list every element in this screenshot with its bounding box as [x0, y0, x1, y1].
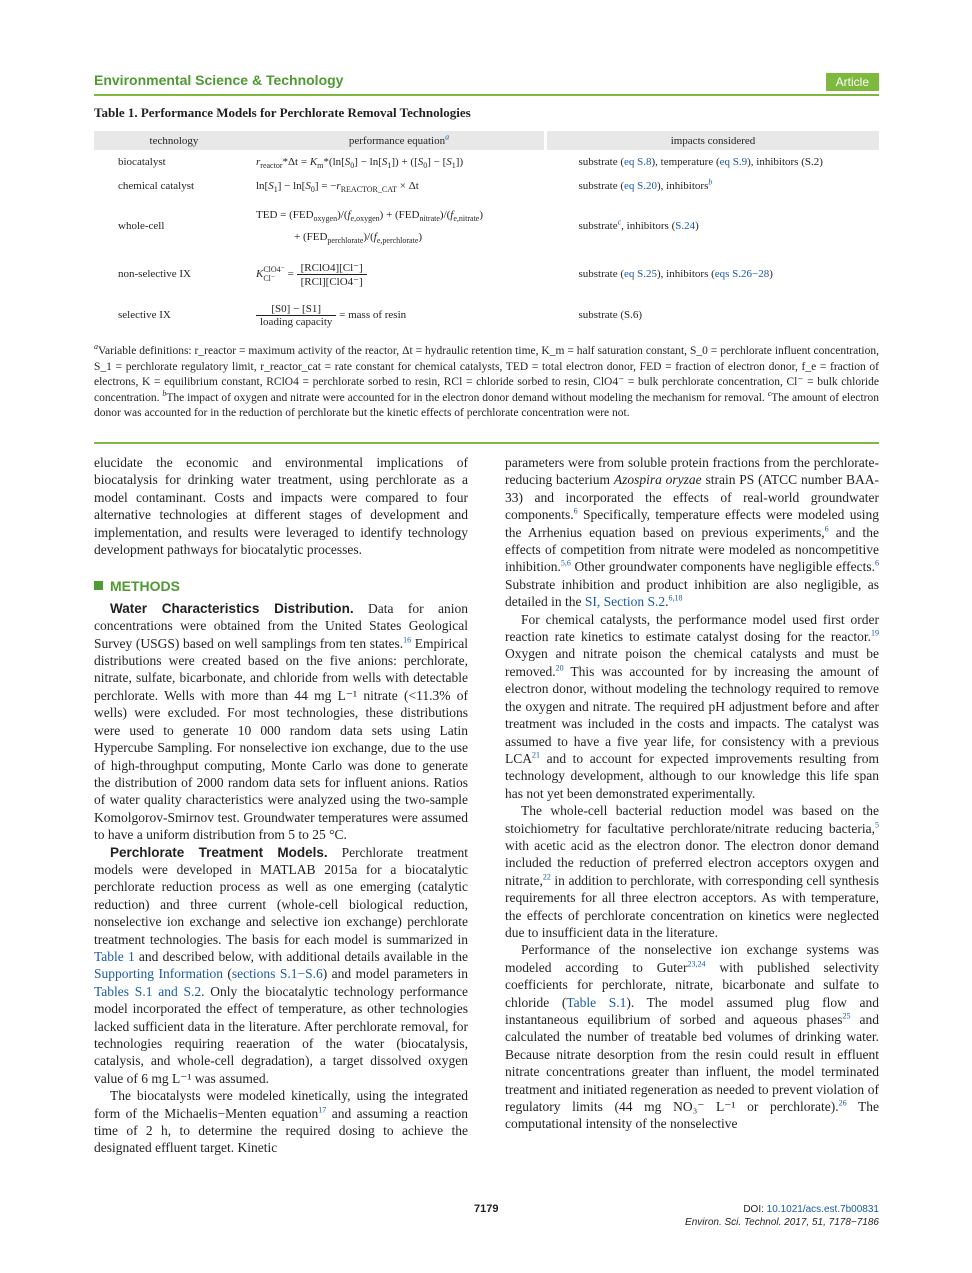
- eq-var: f: [347, 209, 351, 221]
- reference-link[interactable]: 23,24: [687, 959, 706, 969]
- species-name: Azospira oryzae: [613, 472, 702, 488]
- subsection-heading: Perchlorate Treatment Models.: [110, 844, 328, 860]
- impact-text: ), inhibitors (: [657, 268, 715, 280]
- eq-sub: reactor: [260, 161, 283, 171]
- eq-s25-link[interactable]: eq S.25: [624, 268, 658, 280]
- eq-text: ): [479, 209, 484, 221]
- eq-text: )/(: [363, 231, 374, 243]
- reference-link[interactable]: 20: [555, 663, 564, 673]
- paragraph-text: (: [222, 966, 232, 982]
- s24-link[interactable]: S.24: [675, 220, 696, 232]
- sections-link[interactable]: sections S.1−S.6: [231, 966, 323, 982]
- doi-link[interactable]: 10.1021/acs.est.7b00831: [766, 1204, 879, 1215]
- eq-var: S: [305, 180, 311, 192]
- impact-text: ): [695, 220, 699, 232]
- footnote-c-mark: c: [767, 388, 772, 398]
- eq-sub: e,oxygen: [350, 214, 380, 224]
- left-column: [94, 454, 468, 1157]
- cell-impacts: [546, 198, 880, 254]
- methods-heading: [94, 578, 468, 595]
- eq-text: ) + (FED: [379, 209, 420, 221]
- cell-impacts: [546, 174, 880, 198]
- reference-link[interactable]: 5: [875, 820, 879, 830]
- eq-text: =: [284, 267, 297, 280]
- footnote-b-mark: b: [162, 388, 167, 398]
- paragraph-text: ) and model parameters in: [322, 966, 468, 982]
- cell-equation: [254, 294, 546, 336]
- doi-citation: [685, 1203, 879, 1229]
- eq-var: S: [344, 156, 351, 168]
- eq-text: *(ln[: [323, 156, 345, 168]
- reference-link[interactable]: 5,6: [560, 558, 571, 568]
- ion-exchange-paragraph: [505, 941, 879, 1132]
- table-row: [94, 150, 879, 174]
- paragraph-text: and the effects of competition from nitrate were modeled as noncompetitive inhibition.: [505, 524, 879, 575]
- table-row: [94, 174, 879, 198]
- cell-technology: chemical catalyst: [118, 180, 195, 192]
- column-header-equation-label: performance equation: [348, 134, 446, 147]
- eq-text: *Δt =: [282, 156, 310, 168]
- table-1-link[interactable]: Table 1: [94, 948, 135, 964]
- eq-text: × Δt: [397, 180, 419, 192]
- paragraph-text: Performance of the nonselective ion exchange systems was modeled according to Guter: [505, 942, 879, 975]
- reference-link[interactable]: 6: [875, 558, 879, 568]
- eq-text: = mass of resin: [336, 308, 407, 321]
- footnote-a-link[interactable]: a: [445, 131, 450, 141]
- paragraph-text: Empirical distributions were created based on the five anions: perchlorate, nitrate, sulfate, bicarbonate, and chloride from wells with detectable perchlorate. Wells with more than 44 mg L⁻¹ nitrate (<11.3% of wells) were excluded. For most technologies, these distributions were used to generate 10 000 random data sets using Latin Hypercube Sampling. For nonselective ion exchange, due to the use of high-throughput computing, Monte Carlo was done to generate the distribution of 2000 random data sets for influent anions. Ratios of water quality characteristics were analyzed using the two-sample Komolgorov-Smirnov test. Groundwater temperatures were assumed to have a uniform distribution from 5 to 25 °C.: [94, 635, 468, 843]
- paragraph-text: .: [665, 594, 669, 610]
- eq-var: f: [373, 231, 377, 243]
- reference-link[interactable]: 22: [542, 872, 551, 882]
- paragraph-text: This was accounted for by increasing the amount of electron donor, without modeling the technology required to remove the oxygen and nitrate. The required pH adjustment before and after treatment was included in the costs and impacts. The catalyst was assumed to have a five year life, for consistency with a previous LCA: [505, 663, 879, 766]
- impact-text: ), temperature (: [651, 156, 720, 168]
- eq-sub: 0: [350, 161, 355, 171]
- cell-equation: [254, 254, 546, 294]
- column-header-impacts: impacts considered: [546, 131, 880, 150]
- cell-impacts: [546, 254, 880, 294]
- footnote-b-link[interactable]: b: [708, 177, 713, 187]
- impact-text: substrate (: [578, 268, 625, 280]
- eq-text: )/(: [337, 209, 348, 221]
- paragraph-text: The computational intensity of the nonselective: [505, 1099, 880, 1132]
- table-row: [94, 198, 879, 254]
- eq-sub: oxygen: [313, 214, 338, 224]
- reference-link[interactable]: 16: [403, 635, 412, 645]
- methods-heading-text: METHODS: [110, 578, 180, 595]
- reference-link[interactable]: 19: [871, 628, 879, 638]
- eq-numerator: [S0] − [S1]: [256, 303, 336, 316]
- paragraph-text: strain PS (ATCC number BAA-33) and incorporated the effects of real-world groundwater components.: [505, 472, 880, 523]
- eq-denominator: [RCl][ClO4⁻]: [300, 275, 363, 288]
- eq-var: S: [417, 156, 424, 168]
- eq-text: ] = −: [314, 180, 337, 192]
- footnote-a-mark: a: [94, 342, 98, 352]
- eq-s8-link[interactable]: eq S.8: [624, 156, 652, 168]
- paragraph-text: parameters were from soluble protein fractions from the perchlorate-reducing bacterium: [505, 455, 879, 488]
- eq-sub: 1: [451, 161, 456, 171]
- page-number: 7179: [474, 1203, 499, 1215]
- eq-sub: perchlorate: [327, 236, 364, 246]
- paragraph-text: ). The model assumed plug flow and instantaneous equilibrium of sorbed and aqueous phases: [505, 994, 879, 1027]
- cell-impacts: substrate (S.6): [578, 309, 643, 321]
- eq-var: K: [309, 156, 318, 168]
- eq-var: S: [446, 156, 452, 168]
- column-header-technology: technology: [94, 131, 254, 150]
- table-title: Table 1. Performance Models for Perchlorate Removal Technologies: [94, 105, 471, 120]
- eq-text: ] − [: [427, 156, 447, 168]
- eq-denominator: loading capacity: [260, 315, 333, 328]
- eq-numerator: [RClO4][Cl⁻]: [297, 261, 367, 275]
- section-square-icon: [94, 581, 103, 590]
- eq-text: ): [418, 231, 423, 243]
- reference-link[interactable]: 26: [838, 1098, 847, 1108]
- reference-link[interactable]: 6: [824, 524, 829, 534]
- reference-link[interactable]: 25: [842, 1011, 851, 1021]
- subsection-heading: Water Characteristics Distribution.: [110, 600, 354, 616]
- eq-line-1: [256, 209, 546, 224]
- impact-text: substrate: [578, 220, 618, 232]
- column-header-equation: [254, 131, 546, 150]
- paragraph-text: and to account for expected improvements resulting from technology development, although to our knowledge this life span has not yet been demonstrated experimentally.: [505, 750, 879, 801]
- supporting-info-link[interactable]: Supporting Information: [94, 966, 223, 982]
- eq-k-indices: [263, 265, 285, 283]
- paragraph-text: in addition to perchlorate, with corresponding cell synthesis requirements for all three electron acceptors. As with temperature, the effects of perchlorate concentration on kinetics were neglected due to insufficient data in the literature.: [505, 872, 879, 940]
- eq-line-2: [256, 231, 546, 246]
- table-s1-link[interactable]: Table S.1: [566, 994, 627, 1010]
- reference-link[interactable]: 6: [573, 506, 578, 516]
- eq-sup: ClO4⁻: [263, 265, 285, 274]
- journal-name[interactable]: Environmental Science & Technology: [94, 72, 344, 88]
- eq-sub: e,nitrate: [453, 214, 480, 224]
- article-type-badge: Article: [826, 73, 879, 91]
- impact-text: substrate (: [578, 156, 625, 168]
- impact-text: ), inhibitors: [657, 180, 709, 192]
- intro-paragraph: elucidate the economic and environmental implications of biocatalysis for drinking water treatment, using perchlorate as a model contaminant. Costs and impacts were compared to four alternative technologies at different stages of development and implementation, and results were leveraged to identify technology development pathways for biocatalytic processes.: [94, 455, 468, 558]
- paragraph-text: and described below, with additional details available in the: [134, 948, 468, 964]
- cell-technology: selective IX: [118, 309, 171, 321]
- eqs-s26-28-link[interactable]: eqs S.26−28: [714, 268, 770, 280]
- water-characteristics-paragraph: [94, 600, 468, 844]
- eq-var: r: [336, 180, 341, 192]
- biocatalyst-paragraph: [94, 1087, 468, 1157]
- eq-sub: nitrate: [419, 214, 440, 224]
- impact-text: , inhibitors (: [621, 220, 676, 232]
- performance-models-table: [94, 131, 879, 336]
- cell-impacts: [546, 150, 880, 174]
- paragraph-text: and calculated the number of treatable bed volumes of drinking water. Because nitrate desorption from the resin could result in effluent nitrate concentrations greater than influent, the model terminated treatment and initiated regeneration as needed to prevent violation of regulatory limits (44 mg NO₃⁻ L⁻¹ or perchlorate).: [505, 1012, 880, 1115]
- footnote-a-text: Variable definitions: r_reactor = maximum activity of the reactor, Δt = hydraulic retention time, K_m = half saturation constant, S_0 = perchlorate influent concentration, S_1 = perchlorate regulatory limit, r_reactor_cat = rate constant for chemical catalysts, TED = total electron donor, FED = fraction of electron donor, f_e = fraction of electrons, K = equilibrium constant, RClO4 = perchlorate sorbed to resin, RCl = chloride sorbed to resin, ClO4⁻ = bulk perchlorate concentration, Cl⁻ = bulk chloride concentration.: [94, 345, 879, 404]
- impact-text: substrate (: [578, 180, 625, 192]
- eq-text: + (FED: [294, 231, 328, 243]
- doi-line: [685, 1203, 879, 1216]
- impact-text: ), inhibitors (S.2): [747, 156, 823, 168]
- cell-technology: whole-cell: [118, 220, 165, 232]
- whole-cell-paragraph: [505, 802, 879, 941]
- table-row: [94, 254, 879, 294]
- eq-sub: 0: [423, 161, 428, 171]
- section-divider: [94, 442, 879, 444]
- paragraph-text: For chemical catalysts, the performance model used first order reaction rate kinetics to estimate catalyst dosing for the reactor.: [505, 611, 879, 645]
- paragraph-text: Other groundwater components have negligible effects.: [570, 559, 875, 575]
- reference-link[interactable]: 17: [318, 1105, 327, 1115]
- paragraph-text: Specifically, temperature effects were modeled using the Arrhenius equation based on previous experiments,: [505, 507, 879, 540]
- eq-text: TED = (FED: [256, 209, 314, 221]
- eq-text: ] − ln[: [354, 156, 382, 168]
- table-footnotes: [94, 344, 879, 422]
- cell-equation: [254, 198, 546, 254]
- paragraph-text: Substrate inhibition and product inhibition are also negligible, as detailed in the: [505, 576, 879, 610]
- treatment-models-paragraph: [94, 844, 468, 1088]
- paragraph-text: The whole-cell bacterial reduction model was based on the stoichiometry for facultative perchlorate/nitrate reducing bacteria,: [505, 803, 879, 836]
- cell-technology: non-selective IX: [118, 268, 191, 280]
- eq-sub: 0: [310, 185, 315, 195]
- chemical-catalyst-paragraph: [505, 611, 879, 802]
- tables-link[interactable]: Tables S.1 and S.2: [94, 983, 202, 999]
- eq-sub: 1: [273, 185, 278, 195]
- si-section-link[interactable]: SI, Section S.2: [584, 594, 666, 610]
- cell-technology: biocatalyst: [118, 156, 166, 168]
- paragraph-text: with acetic acid as the electron donor. The electron donor demand included the reduction of preferred electron acceptors oxygen and nitrate,: [505, 837, 879, 888]
- paragraph-text: Perchlorate treatment models were developed in MATLAB 2015a for a biocatalytic perchlorate reduction process as well as one emerging (catalytic reduction) and three current (whole-cell biological reduction, nonselective ion exchange and selective ion exchange) perchlorate treatment technologies. The basis for each model is summarized in: [94, 844, 468, 947]
- paragraph-text: and assuming a reaction time of 2 h, to determine the required dosing to achieve the designated effluent target. Kinetic: [94, 1105, 468, 1156]
- cell-equation: [254, 174, 546, 198]
- reference-link[interactable]: 21: [532, 750, 540, 760]
- right-column: [505, 454, 879, 1133]
- eq-s9-link[interactable]: eq S.9: [719, 156, 748, 168]
- eq-sub: 1: [387, 161, 392, 171]
- eq-sub: e,perchlorate: [376, 236, 419, 246]
- cell-equation: [254, 150, 546, 174]
- eq-var: f: [450, 209, 454, 221]
- eq-sub: m: [317, 161, 324, 171]
- eq-fraction: [256, 303, 336, 328]
- table-header-row: [94, 131, 879, 150]
- eq-sub: Cl⁻: [263, 274, 276, 283]
- eq-sub: REACTOR_CAT: [340, 185, 397, 195]
- eq-text: ] − ln[: [277, 180, 306, 192]
- paragraph-text: Data for anion concentrations were obtained from the United States Geological Survey (USGS) based on well samplings from ten states.: [94, 600, 468, 651]
- journal-header: [94, 72, 879, 96]
- eq-text: ]) + ([: [391, 156, 418, 168]
- footnote-b-text: The impact of oxygen and nitrate were accounted for in the electron donor demand without modeling the mechanism for removal.: [166, 391, 768, 404]
- paragraph-text: Oxygen and nitrate poison the chemical catalysts and must be removed.: [505, 646, 879, 679]
- paragraph-text: with published selectivity coefficients for perchlorate, nitrate, bicarbonate and sulfate to chloride (: [505, 959, 879, 1010]
- eq-text: ln[: [256, 180, 269, 192]
- eq-s20-link[interactable]: eq S.20: [624, 180, 658, 192]
- eq-text: ]): [455, 156, 464, 168]
- paragraph-text: The biocatalysts were modeled kinetically, using the integrated form of the Michaelis−Menten equation: [94, 1088, 468, 1121]
- journal-citation: Environ. Sci. Technol. 2017, 51, 7178−7186: [685, 1217, 879, 1228]
- doi-label: DOI:: [743, 1204, 767, 1215]
- eq-var: r: [256, 156, 261, 168]
- eq-text: )/(: [439, 209, 451, 221]
- eq-var: S: [268, 180, 274, 192]
- paragraph-text: . Only the biocatalytic technology performance model incorporated the effect of temperature, as other technologies lacked sufficient data in the literature. After perchlorate removal, for technologies requiring reaeration of the water (biocatalysis, catalysis, and whole-cell degradation), a target dissolved oxygen value of 6 mg L⁻¹ was assumed.: [94, 983, 468, 1086]
- eq-var: K: [256, 267, 264, 280]
- table-row: [94, 294, 879, 336]
- reference-link[interactable]: 6,18: [668, 593, 683, 603]
- footnote-c-link[interactable]: c: [617, 217, 622, 227]
- eq-var: S: [381, 156, 388, 168]
- kinetic-paragraph: [505, 454, 879, 611]
- footnote-c-text: The amount of electron donor was accounted for in the reduction of perchlorate but the kinetic effects of perchlorate concentration were not.: [94, 391, 879, 419]
- eq-fraction: [297, 261, 367, 288]
- impact-text: ): [769, 268, 773, 280]
